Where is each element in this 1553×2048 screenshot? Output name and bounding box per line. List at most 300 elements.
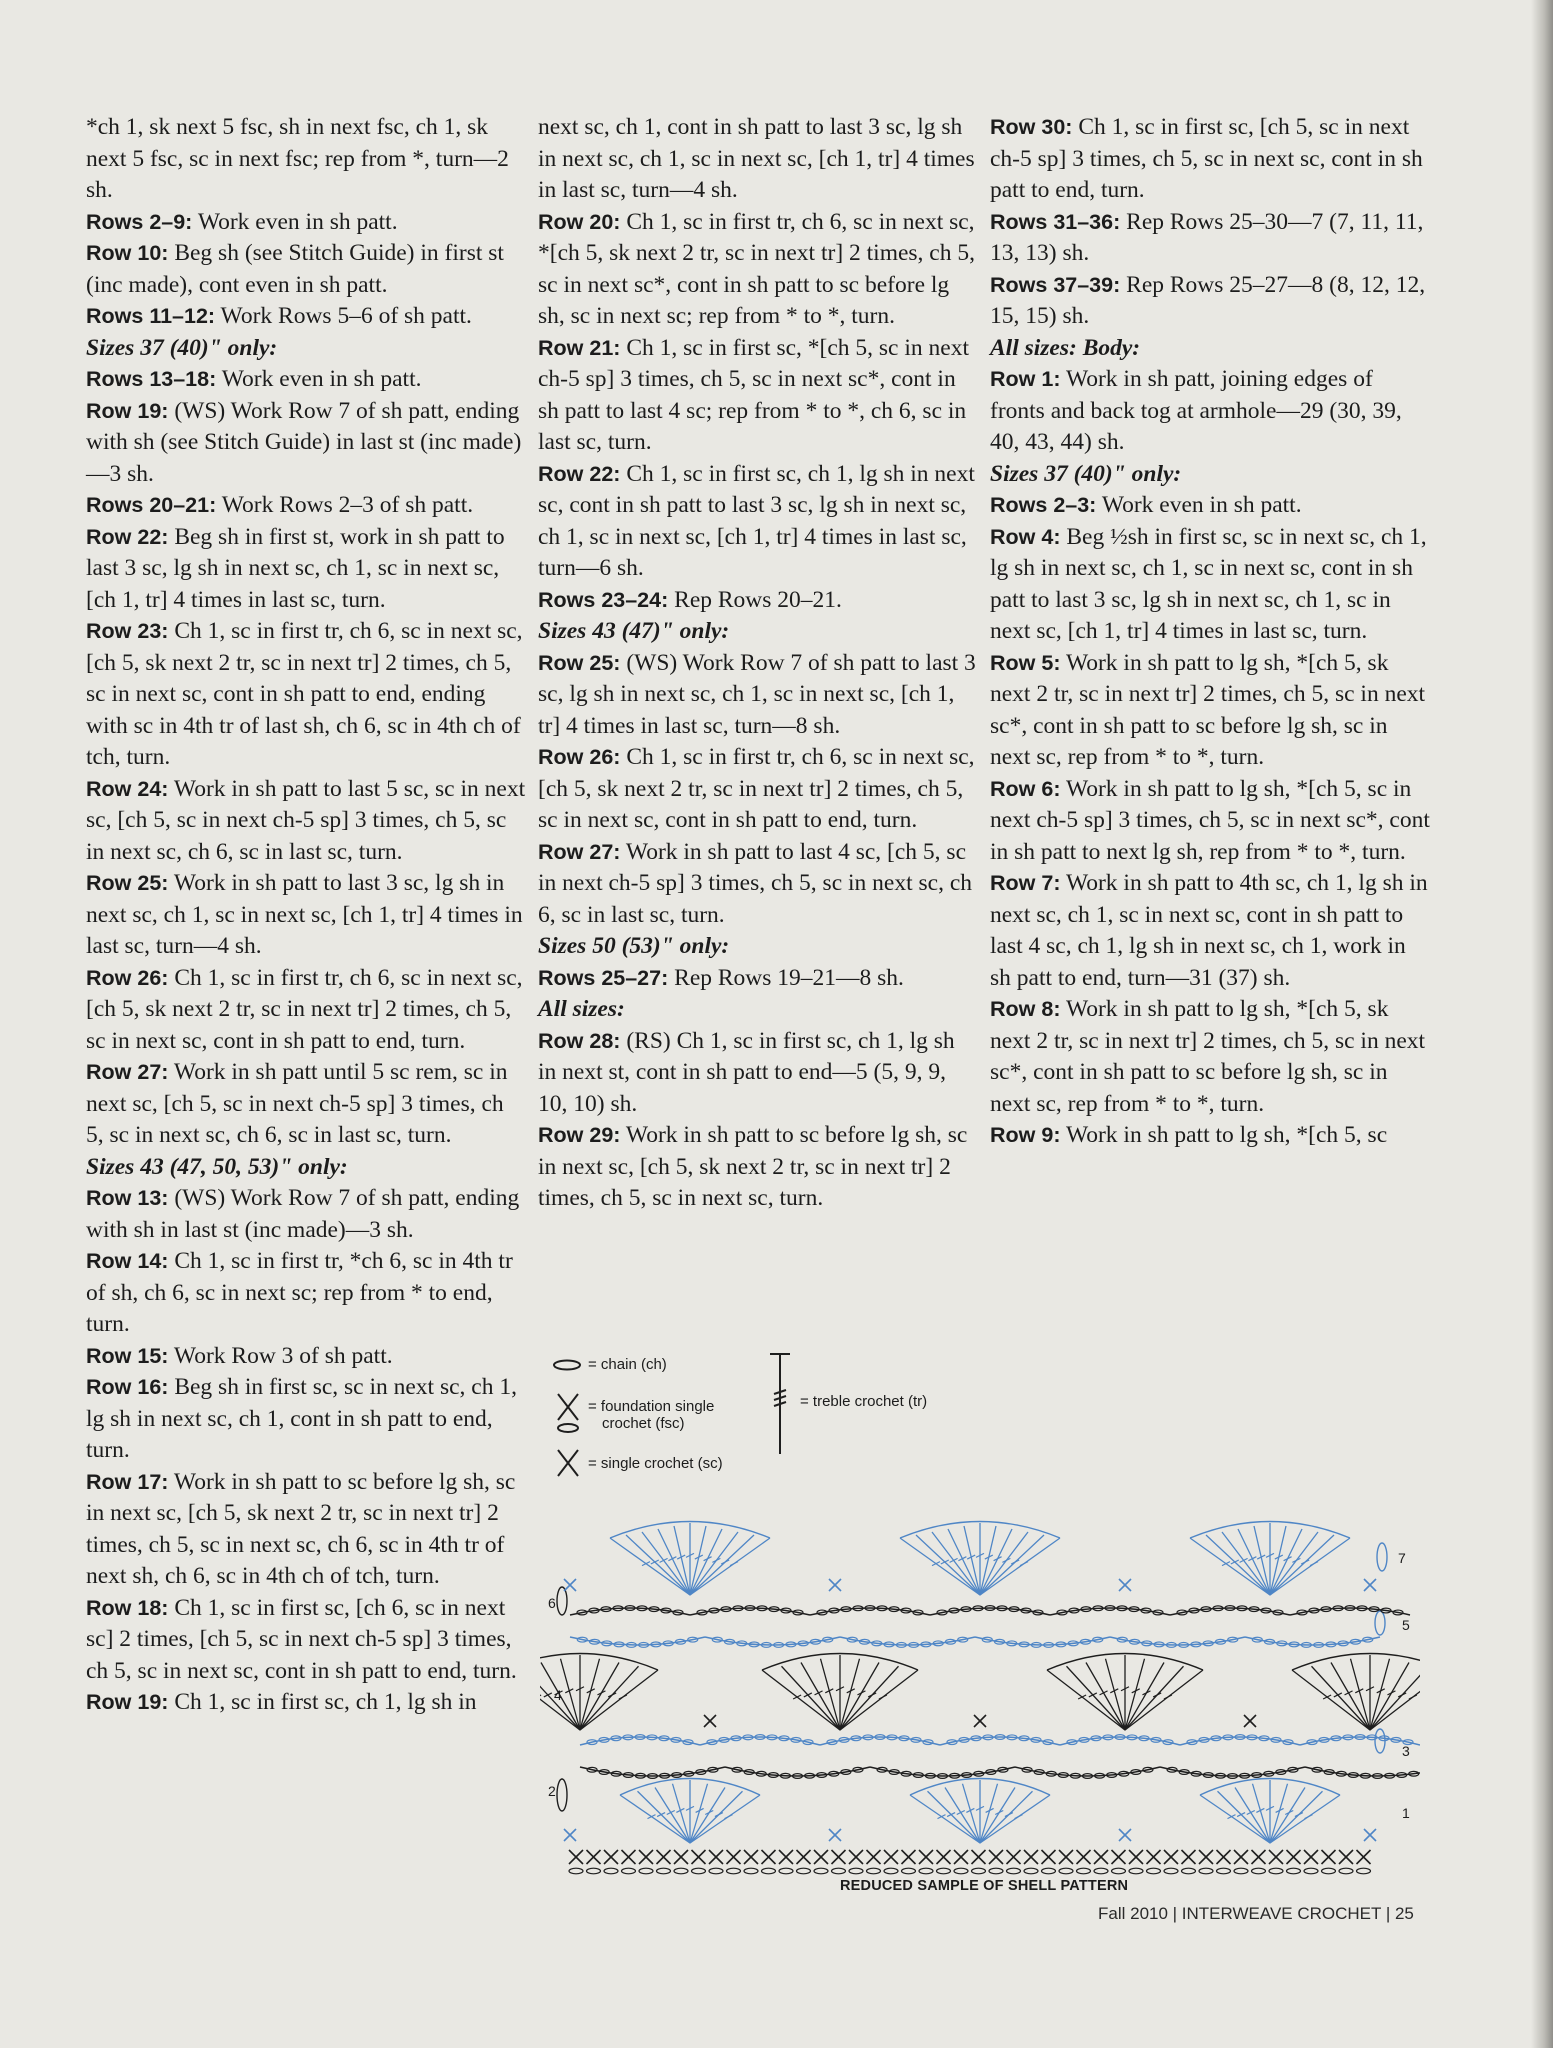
row1-shell xyxy=(690,1788,725,1844)
row-label: Row 21: xyxy=(538,335,621,360)
text-column-2 xyxy=(538,112,978,1215)
row-label: Row 26: xyxy=(538,745,621,769)
foundation-chain xyxy=(762,1868,776,1874)
instruction-paragraph xyxy=(538,742,978,837)
row1-shell xyxy=(705,1810,713,1814)
legend-sc xyxy=(554,1448,723,1478)
row7-shell xyxy=(690,1538,770,1595)
row-label: Row 22: xyxy=(86,524,169,549)
row7-shell xyxy=(1270,1535,1334,1595)
foundation-chain xyxy=(1199,1868,1213,1874)
row-instruction-text: Beg sh in first sc, sc in next sc, ch 1, lg sh in next sc, ch 1, cont in sh patt to end, turn. xyxy=(86,1374,517,1463)
row3-chain xyxy=(820,1737,940,1745)
foundation-chain xyxy=(867,1868,881,1874)
row-label: Rows 2–9: xyxy=(86,209,193,234)
instruction-paragraph xyxy=(86,1246,526,1341)
row7-shell xyxy=(1238,1529,1270,1595)
row7-shell xyxy=(1270,1538,1350,1595)
instruction-paragraph xyxy=(86,238,526,301)
row-instruction-text: Rep Rows 19–21—8 sh. xyxy=(674,964,904,991)
row7-shell xyxy=(1231,1560,1239,1564)
row-instruction-text: Work Row 3 of sh patt. xyxy=(173,1342,393,1369)
row-label: Row 15: xyxy=(86,1343,169,1368)
section-heading: All sizes: xyxy=(538,996,625,1022)
instruction-paragraph xyxy=(86,774,526,869)
row1-shell xyxy=(980,1788,1015,1844)
row1-shell xyxy=(1247,1810,1255,1814)
row-instruction-text: Rep Rows 25–27—8 (8, 12, 12, 15, 15) sh. xyxy=(990,271,1426,329)
row-instruction-text: Work in sh patt to sc before lg sh, sc in next sc, [ch 5, sk next 2 tr, sc in next tr] 2 times, ch 5, sc in next sc, ch 6, sc in 4th tr of next sh, ch 6, sc in 4th ch of tch, turn. xyxy=(86,1468,516,1589)
row-label: Row 8: xyxy=(990,997,1061,1021)
row5-turning-chain xyxy=(1375,1611,1385,1635)
instruction-paragraph xyxy=(86,1057,526,1152)
instruction-paragraph xyxy=(538,963,978,995)
row-label: Row 25: xyxy=(538,650,621,675)
row-label: Row 20: xyxy=(538,209,621,234)
instruction-paragraph xyxy=(538,459,978,585)
instruction-paragraph xyxy=(990,994,1430,1120)
instruction-paragraph xyxy=(86,112,526,207)
row-label: Row 29: xyxy=(538,1123,621,1147)
instruction-paragraph xyxy=(86,522,526,617)
row1-shell xyxy=(1015,1815,1023,1819)
row7-shell xyxy=(1011,1560,1019,1564)
row4-shell xyxy=(801,1663,840,1731)
row-label: Row 19: xyxy=(86,398,169,423)
instruction-paragraph xyxy=(538,648,978,743)
row7-shell xyxy=(610,1538,690,1595)
sc-symbol-icon xyxy=(554,1448,582,1478)
row-label: Row 10: xyxy=(86,241,169,265)
row-label: Row 27: xyxy=(538,839,621,864)
foundation-chain xyxy=(849,1868,863,1874)
row-instruction-text: Work in sh patt to last 3 sc, lg sh in next sc, ch 1, sc in next sc, [ch 1, tr] 4 times in last sc, turn—4 sh. xyxy=(86,870,523,959)
row4-shell xyxy=(879,1695,887,1699)
legend-tr xyxy=(766,1350,927,1456)
row-instruction-text: Work Rows 2–3 of sh patt. xyxy=(221,492,474,518)
row-label: Row 4: xyxy=(990,524,1061,549)
instruction-paragraph xyxy=(990,1120,1430,1152)
row7-shell xyxy=(1190,1538,1270,1595)
row1-shell xyxy=(657,1813,665,1817)
row-label: Row 5: xyxy=(990,650,1061,675)
row-instruction-text: Work Rows 5–6 of sh patt. xyxy=(220,303,472,329)
foundation-chain xyxy=(832,1868,846,1874)
row7-shell xyxy=(660,1558,668,1562)
row7-shell xyxy=(721,1560,729,1564)
row-instruction-text: Ch 1, sc in first tr, ch 6, sc in next sc, [ch 5, sk next 2 tr, sc in next tr] 2 times, ch 5, sc in next sc, cont in sh patt to end, turn. xyxy=(538,744,975,833)
row4-shell xyxy=(580,1670,658,1730)
row7-shell xyxy=(712,1558,720,1562)
instruction-paragraph xyxy=(86,963,526,1058)
text-column-1 xyxy=(86,112,526,1719)
instruction-paragraph xyxy=(990,868,1430,994)
instruction-paragraph xyxy=(990,364,1430,459)
foundation-chain xyxy=(1042,1868,1056,1874)
row4-shell xyxy=(1142,1691,1150,1695)
row7-shell xyxy=(1270,1529,1302,1595)
instruction-paragraph xyxy=(538,207,978,333)
foundation-chain xyxy=(1147,1868,1161,1874)
row4-shell xyxy=(1153,1693,1161,1697)
instruction-paragraph xyxy=(86,616,526,774)
row-label: Row 7: xyxy=(990,871,1061,895)
foundation-chain xyxy=(1164,1868,1178,1874)
row4-shell xyxy=(1089,1693,1097,1697)
row-number-5: 5 xyxy=(1402,1617,1410,1633)
section-heading: Sizes 43 (47)" only: xyxy=(538,618,730,644)
instruction-paragraph xyxy=(86,490,526,522)
chain-symbol-icon xyxy=(552,1358,582,1372)
foundation-chain xyxy=(954,1868,968,1874)
foundation-chain xyxy=(989,1868,1003,1874)
row-instruction-text: Work even in sh patt. xyxy=(1101,492,1302,518)
row-instruction-text: Work in sh patt to last 4 sc, [ch 5, sc in next ch-5 sp] 3 times, ch 5, sc in next sc, ch 6, sc in last sc, turn. xyxy=(538,838,973,928)
instruction-paragraph xyxy=(990,648,1430,774)
row4-shell xyxy=(804,1693,812,1697)
row-label: Rows 31–36: xyxy=(990,209,1121,234)
row6-chain xyxy=(1290,1608,1410,1615)
row7-shell xyxy=(1310,1562,1318,1566)
row1-shell xyxy=(667,1810,675,1814)
row-number-1: 1 xyxy=(1402,1805,1410,1821)
instruction-paragraph xyxy=(990,207,1430,270)
row6-chain xyxy=(930,1608,1050,1615)
instruction-paragraph xyxy=(86,868,526,963)
instruction-paragraph xyxy=(538,333,978,459)
foundation-chain xyxy=(902,1868,916,1874)
row-instruction-text: Ch 1, sc in first tr, ch 6, sc in next sc, *[ch 5, sk next 2 tr, sc in next tr] 2 times, ch 5, sc in next sc*, cont in sh patt to sc before lg sh, sc in next sc; rep from * to *, turn. xyxy=(538,208,975,329)
row1-shell xyxy=(1237,1813,1245,1817)
foundation-chain xyxy=(587,1868,601,1874)
row-label: Rows 25–27: xyxy=(538,965,669,990)
instruction-paragraph xyxy=(86,301,526,333)
legend-sc-label: = single crochet (sc) xyxy=(588,1454,723,1472)
row4-shell xyxy=(544,1693,552,1697)
instruction-paragraph xyxy=(990,112,1430,207)
instruction-paragraph xyxy=(86,1687,526,1719)
row-instruction-text: Ch 1, sc in first tr, ch 6, sc in next sc, [ch 5, sk next 2 tr, sc in next tr] 2 times, ch 5, sc in next sc, cont in sh patt to end, turn. xyxy=(86,964,523,1054)
row-label: Row 6: xyxy=(990,776,1061,801)
row4-shell xyxy=(840,1670,918,1730)
foundation-chain xyxy=(937,1868,951,1874)
foundation-chain xyxy=(779,1868,793,1874)
instruction-paragraph xyxy=(538,585,978,617)
shell-pattern-chart xyxy=(540,1505,1420,1895)
row-instruction-text: Beg sh in first st, work in sh patt to last 3 sc, lg sh in next sc, ch 1, sc in next sc, [ch 1, tr] 4 times in last sc, turn. xyxy=(86,523,505,613)
row4-shell xyxy=(1334,1693,1342,1697)
row4-shell xyxy=(1292,1654,1420,1671)
section-heading: All sizes: Body: xyxy=(990,334,1141,361)
row4-shell xyxy=(1100,1691,1108,1695)
row-number-2: 2 xyxy=(548,1783,556,1799)
row-instruction-text: Ch 1, sc in first sc, ch 1, lg sh in xyxy=(174,1689,477,1715)
row6-chain xyxy=(810,1608,930,1615)
row3-chain xyxy=(1180,1737,1300,1745)
foundation-chain xyxy=(884,1868,898,1874)
row4-shell xyxy=(815,1691,823,1695)
row4-shell xyxy=(1086,1663,1125,1731)
row-instruction-text: Ch 1, sc in first tr, *ch 6, sc in 4th tr of sh, ch 6, sc in next sc; rep from * to end, turn. xyxy=(86,1248,513,1337)
instruction-paragraph xyxy=(86,207,526,239)
row-label: Rows 37–39: xyxy=(990,272,1121,297)
row4-shell xyxy=(1125,1670,1203,1730)
foundation-chain xyxy=(1129,1868,1143,1874)
row1-shell xyxy=(1200,1795,1270,1843)
row-instruction-text: Ch 1, sc in first sc, ch 1, lg sh in next sc, cont in sh patt to last 3 sc, lg sh in next sc, ch 1, sc in next sc, [ch 1, tr] 4 times in last sc, turn—6 sh. xyxy=(538,460,975,581)
row6-chain xyxy=(690,1608,810,1615)
foundation-chain xyxy=(657,1868,671,1874)
foundation-chain xyxy=(1077,1868,1091,1874)
row1-shell xyxy=(957,1810,965,1814)
row-label: Row 13: xyxy=(86,1186,169,1210)
row7-shell xyxy=(980,1529,1012,1595)
symbol-legend xyxy=(548,1350,988,1490)
row7-shell xyxy=(916,1535,980,1595)
row4-shell xyxy=(597,1691,605,1695)
row1-shell xyxy=(910,1795,980,1843)
row-instruction-text: (WS) Work Row 7 of sh patt, ending with sh (see Stitch Guide) in last st (inc made)—3 sh. xyxy=(86,397,522,487)
row7-shell xyxy=(980,1535,1044,1595)
row1-shell xyxy=(1305,1815,1313,1819)
foundation-chain xyxy=(1269,1868,1283,1874)
row4-shell xyxy=(1125,1663,1164,1731)
row7-shell xyxy=(1292,1558,1300,1562)
row7-shell xyxy=(980,1538,1060,1595)
treble-symbol-icon xyxy=(766,1350,794,1456)
row7-shell xyxy=(941,1560,949,1564)
row-instruction-text: Rep Rows 25–30—7 (7, 11, 11, 13, 13) sh. xyxy=(990,208,1424,266)
row-instruction-text: (WS) Work Row 7 of sh patt, ending with sh in last st (inc made)—3 sh. xyxy=(86,1185,520,1243)
row7-shell xyxy=(1240,1558,1248,1562)
text-column-3 xyxy=(990,112,1430,1152)
instruction-paragraph xyxy=(86,1593,526,1688)
row-instruction-text: Work even in sh patt. xyxy=(221,366,422,392)
row-label: Row 22: xyxy=(538,461,621,486)
row4-shell xyxy=(762,1670,840,1730)
foundation-chain xyxy=(604,1868,618,1874)
row-instruction-text: Ch 1, sc in first sc, [ch 6, sc in next sc] 2 times, [ch 5, sc in next ch-5 sp] 3 times, ch 5, sc in next sc, cont in sh patt to end, turn. xyxy=(86,1594,517,1684)
foundation-chain xyxy=(797,1868,811,1874)
row6-chain xyxy=(1050,1608,1170,1615)
row-instruction-text: Beg sh (see Stitch Guide) in first st (inc made), cont even in sh patt. xyxy=(86,240,504,298)
row-label: Row 27: xyxy=(86,1060,169,1084)
row2-turning-chain xyxy=(557,1779,567,1811)
row-label: Row 18: xyxy=(86,1595,169,1620)
row-label: Row 26: xyxy=(86,965,169,990)
row1-shell xyxy=(1295,1813,1303,1817)
row1-shell xyxy=(947,1813,955,1817)
row4-shell xyxy=(619,1695,627,1699)
row4-shell xyxy=(868,1693,876,1697)
instruction-paragraph xyxy=(538,1026,978,1121)
row7-shell xyxy=(1020,1562,1028,1566)
row-instruction-text: Rep Rows 20–21. xyxy=(674,586,842,613)
row1-shell xyxy=(1270,1788,1305,1844)
row-label: Rows 2–3: xyxy=(990,493,1097,517)
row4-shell xyxy=(1292,1670,1370,1730)
row4-shell xyxy=(580,1663,619,1731)
instruction-paragraph xyxy=(86,1341,526,1373)
row-instruction-text: Work in sh patt to last 5 sc, sc in next sc, [ch 5, sc in next ch-5 sp] 3 times, ch 5, sc in next sc, ch 6, sc in last sc, turn. xyxy=(86,775,526,865)
page-edge-shadow xyxy=(1531,0,1553,2048)
row6-turning-chain xyxy=(557,1587,567,1615)
foundation-chain xyxy=(1024,1868,1038,1874)
row1-shell xyxy=(1005,1813,1013,1817)
row4-shell xyxy=(1345,1691,1353,1695)
row4-shell xyxy=(857,1691,865,1695)
legend-fsc-line1: = foundation single xyxy=(588,1398,715,1415)
row4-shell xyxy=(1331,1663,1370,1731)
instruction-paragraph xyxy=(86,396,526,491)
row-label: Row 19: xyxy=(86,1690,169,1714)
section-heading: Sizes 43 (47, 50, 53)" only: xyxy=(86,1153,348,1180)
row7-shell xyxy=(690,1529,722,1595)
page-footer-folio: Fall 2010 | INTERWEAVE CROCHET | 25 xyxy=(1098,1904,1414,1923)
fsc-symbol-icon xyxy=(554,1392,582,1436)
row4-shell xyxy=(840,1663,879,1731)
row-label: Row 16: xyxy=(86,1375,169,1399)
instruction-paragraph xyxy=(538,112,978,207)
foundation-chain xyxy=(1304,1868,1318,1874)
row-instruction-text: Work in sh patt to lg sh, *[ch 5, sk next 2 tr, sc in next tr] 2 times, ch 5, sc in next sc*, cont in sh patt to sc before lg sh, sc in next sc, rep from * to *, turn. xyxy=(990,649,1426,770)
row-label: Row 9: xyxy=(990,1123,1061,1147)
foundation-chain xyxy=(1357,1868,1371,1874)
row-number-6: 6 xyxy=(548,1595,556,1611)
foundation-chain xyxy=(1252,1868,1266,1874)
section-heading: Sizes 37 (40)" only: xyxy=(990,460,1182,487)
foundation-chain xyxy=(1234,1868,1248,1874)
row1-shell xyxy=(725,1815,733,1819)
foundation-chain xyxy=(709,1868,723,1874)
foundation-chain xyxy=(1287,1868,1301,1874)
row4-shell xyxy=(540,1695,541,1699)
foundation-chain xyxy=(1217,1868,1231,1874)
instruction-paragraph xyxy=(538,1120,978,1215)
row-instruction-text: Work in sh patt to sc before lg sh, sc in next sc, [ch 5, sk next 2 tr, sc in next tr] 2 times, ch 5, sc in next sc, turn. xyxy=(538,1122,968,1211)
row7-shell xyxy=(626,1535,690,1595)
foundation-chain xyxy=(1094,1868,1108,1874)
row3-chain xyxy=(580,1737,700,1745)
row-label: Row 14: xyxy=(86,1249,169,1273)
instruction-paragraph xyxy=(86,1467,526,1593)
instruction-paragraph xyxy=(86,1183,526,1246)
row7-shell xyxy=(950,1558,958,1562)
legend-chain-label: = chain (ch) xyxy=(588,1356,667,1373)
row1-shell xyxy=(715,1813,723,1817)
foundation-chain xyxy=(639,1868,653,1874)
instruction-paragraph xyxy=(538,837,978,932)
row7-shell xyxy=(690,1535,754,1595)
instruction-paragraph xyxy=(990,774,1430,869)
row-instruction-text: Work in sh patt to lg sh, *[ch 5, sc xyxy=(1065,1122,1388,1148)
instruction-paragraph xyxy=(990,522,1430,648)
row-instruction-text: Ch 1, sc in first tr, ch 6, sc in next sc, [ch 5, sk next 2 tr, sc in next tr] 2 times, ch 5, sc in next sc, cont in sh patt to end, ending with sc in 4th tr of last sh, ch 6, sc in 4th ch of tch, turn. xyxy=(86,618,523,770)
row-label: Row 17: xyxy=(86,1469,169,1494)
row7-turning-chain xyxy=(1377,1543,1387,1571)
chart-caption: REDUCED SAMPLE OF SHELL PATTERN xyxy=(840,1878,1129,1894)
legend-chain xyxy=(552,1356,667,1373)
row-label: Rows 13–18: xyxy=(86,367,217,391)
foundation-chain xyxy=(919,1868,933,1874)
foundation-chain xyxy=(1182,1868,1196,1874)
legend-fsc xyxy=(554,1392,714,1436)
foundation-chain xyxy=(1007,1868,1021,1874)
foundation-chain xyxy=(1339,1868,1353,1874)
foundation-chain xyxy=(727,1868,741,1874)
foundation-chain xyxy=(1059,1868,1073,1874)
row-label: Row 25: xyxy=(86,871,169,895)
row7-shell xyxy=(900,1538,980,1595)
row-number-3: 3 xyxy=(1402,1743,1410,1759)
row7-shell xyxy=(658,1529,690,1595)
legend-tr-label: = treble crochet (tr) xyxy=(800,1392,928,1410)
row6-chain xyxy=(1170,1608,1290,1615)
foundation-chain xyxy=(692,1868,706,1874)
row4-shell xyxy=(1398,1693,1406,1697)
row1-shell xyxy=(620,1795,690,1843)
row6-chain xyxy=(570,1608,690,1615)
foundation-chain xyxy=(674,1868,688,1874)
row-label: Rows 20–21: xyxy=(86,493,217,517)
section-heading: Sizes 37 (40)" only: xyxy=(86,334,278,361)
row-label: Row 1: xyxy=(990,367,1061,391)
foundation-chain xyxy=(569,1868,583,1874)
row-label: Row 23: xyxy=(86,619,169,643)
row-instruction-text: Work in sh patt to 4th sc, ch 1, lg sh in next sc, ch 1, sc in next sc, cont in sh patt to last 4 sc, ch 1, lg sh in next sc, ch 1, work in sh patt to end, turn—31 (37) sh. xyxy=(990,870,1428,991)
foundation-chain xyxy=(814,1868,828,1874)
row-instruction-text: *ch 1, sk next 5 fsc, sh in next fsc, ch 1, sk next 5 fsc, sc in next fsc; rep from *, turn—2 sh. xyxy=(86,114,509,203)
row-instruction-text: Ch 1, sc in first sc, *[ch 5, sc in next ch-5 sp] 3 times, ch 5, sc in next sc*, cont in sh patt to last 4 sc; rep from * to *, ch 6, sc in last sc, turn. xyxy=(538,334,969,455)
row3-chain xyxy=(940,1737,1060,1745)
row4-shell xyxy=(1409,1695,1417,1699)
row7-shell xyxy=(1301,1560,1309,1564)
row-instruction-text: Work in sh patt, joining edges of fronts and back tog at armhole—29 (30, 39, 40, 43, 44) sh. xyxy=(990,366,1402,455)
row7-shell xyxy=(1206,1535,1270,1595)
row-instruction-text: Work in sh patt to lg sh, *[ch 5, sc in next ch-5 sp] 3 times, ch 5, sc in next sc*, cont in sh patt to next lg sh, rep from * to *, turn. xyxy=(990,775,1430,865)
row1-shell xyxy=(1285,1810,1293,1814)
section-heading: Sizes 50 (53)" only: xyxy=(538,933,730,959)
row4-shell xyxy=(1047,1670,1125,1730)
row4-shell xyxy=(1370,1663,1409,1731)
instruction-paragraph xyxy=(86,1372,526,1467)
row3-chain xyxy=(700,1737,820,1745)
foundation-chain xyxy=(972,1868,986,1874)
row-label: Row 28: xyxy=(538,1028,621,1053)
row7-shell xyxy=(948,1529,980,1595)
row-instruction-text: Work in sh patt to lg sh, *[ch 5, sk next 2 tr, sc in next tr] 2 times, ch 5, sc in next sc*, cont in sh patt to sc before lg sh, sc in next sc, rep from * to *, turn. xyxy=(990,996,1426,1117)
foundation-chain xyxy=(622,1868,636,1874)
row-label: Row 24: xyxy=(86,776,169,801)
legend-fsc-line2: crochet (fsc) xyxy=(602,1415,685,1432)
row1-shell xyxy=(995,1810,1003,1814)
row-instruction-text: Work even in sh patt. xyxy=(197,208,398,235)
row-label: Row 30: xyxy=(990,115,1073,139)
row-label: Rows 11–12: xyxy=(86,304,216,328)
row-instruction-text: (RS) Ch 1, sc in first sc, ch 1, lg sh in next st, cont in sh patt to end—5 (5, 9, 9, 10, 10) sh. xyxy=(538,1027,955,1117)
row3-chain xyxy=(1060,1737,1180,1745)
row4-shell xyxy=(1164,1695,1172,1699)
foundation-chain xyxy=(1112,1868,1126,1874)
row4-shell xyxy=(1387,1691,1395,1695)
row-instruction-text: (WS) Work Row 7 of sh patt to last 3 sc, lg sh in next sc, ch 1, sc in next sc, [ch 1, tr] 4 times in last sc, turn—8 sh. xyxy=(538,649,976,739)
row7-shell xyxy=(730,1562,738,1566)
row-label: Rows 23–24: xyxy=(538,587,669,612)
row4-shell xyxy=(608,1693,616,1697)
instruction-paragraph xyxy=(990,490,1430,522)
row-instruction-text: Work in sh patt until 5 sc rem, sc in next sc, [ch 5, sc in next ch-5 sp] 3 times, ch 5, sc in next sc, ch 6, sc in last sc, turn. xyxy=(86,1059,508,1148)
row-instruction-text: Ch 1, sc in first sc, [ch 5, sc in next ch-5 sp] 3 times, ch 5, sc in next sc, cont in sh patt to end, turn. xyxy=(990,114,1423,203)
